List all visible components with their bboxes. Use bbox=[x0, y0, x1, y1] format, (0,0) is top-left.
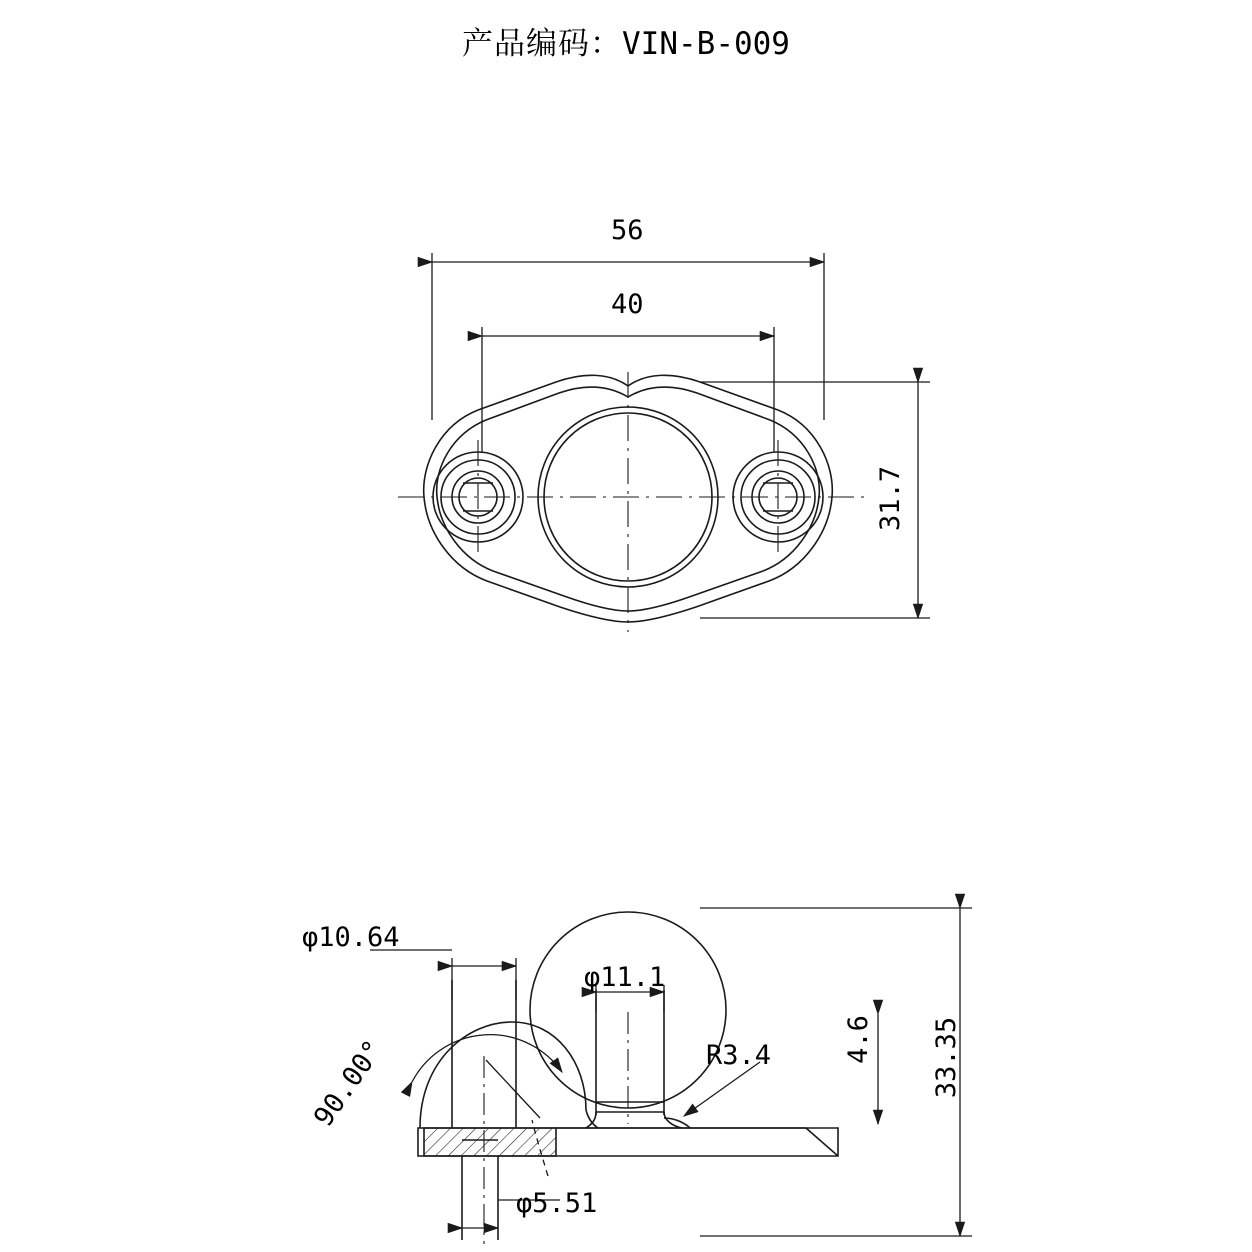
dim-label-31-7: 31.7 bbox=[875, 465, 907, 532]
dim-label-33-35: 33.35 bbox=[931, 1016, 963, 1099]
dim-angle-90 bbox=[412, 1035, 562, 1118]
dim-label-phi-5-51: φ5.51 bbox=[516, 1188, 598, 1219]
dim-label-phi-10-64: φ10.64 bbox=[302, 922, 400, 953]
product-code: VIN-B-009 bbox=[622, 26, 790, 62]
dim-label-4-6: 4.6 bbox=[842, 1015, 874, 1064]
dim-label-56: 56 bbox=[611, 215, 644, 246]
top-view-outline bbox=[424, 375, 833, 622]
dim-label-phi-11-1: φ11.1 bbox=[584, 962, 666, 993]
dim-label-r3-4: R3.4 bbox=[706, 1040, 772, 1071]
dim-phi-10-64 bbox=[370, 950, 516, 1000]
dim-label-40: 40 bbox=[611, 289, 644, 320]
title-prefix: 产品编码： bbox=[462, 26, 622, 62]
dim-label-angle-90: 90.00° bbox=[308, 1034, 390, 1133]
